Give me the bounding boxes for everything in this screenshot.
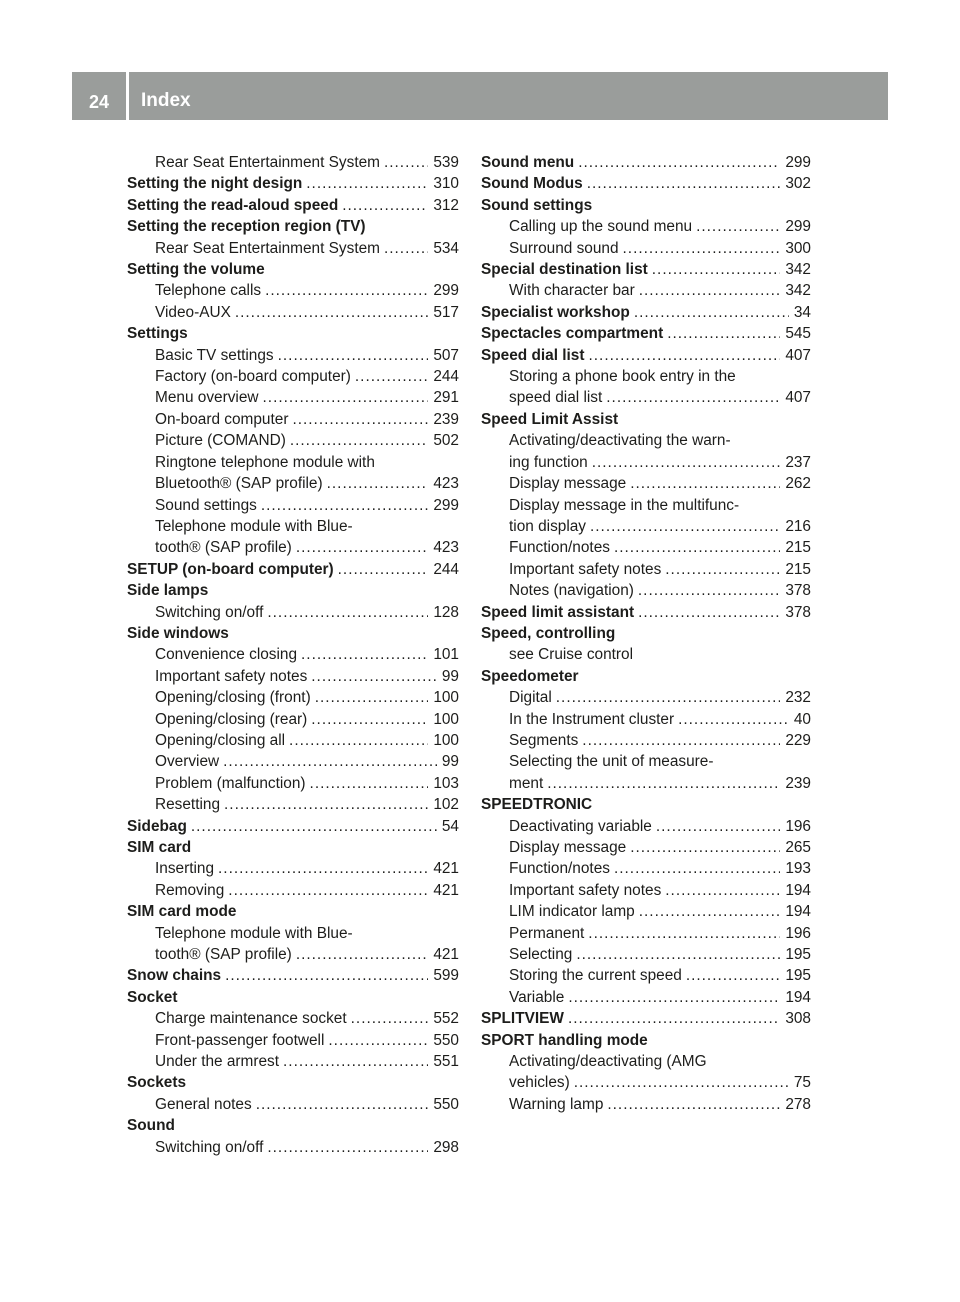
- dot-leader: [355, 366, 428, 387]
- entry-label: Opening/closing (rear): [155, 710, 308, 728]
- index-subentry: [481, 773, 811, 794]
- index-entry: [127, 965, 459, 986]
- page-reference[interactable]: 421: [433, 881, 459, 899]
- index-heading: Settings: [127, 325, 188, 343]
- entry-label: Display message: [509, 839, 627, 856]
- index-subentry: [481, 238, 811, 259]
- entry-label: On-board computer: [155, 410, 289, 428]
- index-subentry: [127, 1030, 459, 1051]
- page-reference[interactable]: 265: [785, 839, 811, 856]
- entry-label: Sound Modus: [481, 175, 583, 193]
- page-reference[interactable]: 342: [785, 261, 811, 279]
- index-subentry: [481, 923, 811, 944]
- dot-leader: [191, 816, 437, 837]
- dot-leader: [665, 559, 780, 580]
- page-reference[interactable]: 215: [785, 539, 811, 557]
- index-subentry: [127, 495, 459, 516]
- entry-label: Speed dial list: [481, 346, 585, 364]
- page-reference[interactable]: 502: [433, 432, 459, 450]
- page-reference[interactable]: 342: [785, 282, 811, 300]
- entry-label: Warning lamp: [509, 1095, 604, 1113]
- dot-leader: [228, 880, 428, 901]
- index-subentry-text: Telephone module with Blue-: [155, 924, 353, 942]
- index-subentry: [127, 709, 459, 730]
- page-header: [72, 72, 888, 120]
- page-reference[interactable]: 599: [433, 967, 459, 985]
- entry-label: Telephone calls: [155, 282, 262, 300]
- index-subentry: [481, 280, 811, 301]
- entry-label: In the Instrument cluster: [509, 710, 675, 728]
- index-subentry: [127, 345, 459, 366]
- page-reference[interactable]: 100: [433, 689, 459, 707]
- index-entry: [481, 302, 811, 323]
- dot-leader: [225, 965, 428, 986]
- index-entry: [127, 559, 459, 580]
- page-reference[interactable]: 278: [785, 1095, 811, 1113]
- page-reference[interactable]: 232: [785, 689, 811, 707]
- dot-leader: [578, 152, 780, 173]
- dot-leader: [338, 559, 429, 580]
- dot-leader: [290, 430, 428, 451]
- entry-label: Spectacles compartment: [481, 325, 664, 343]
- dot-leader: [296, 537, 429, 558]
- index-subentry: [127, 602, 459, 623]
- dot-leader: [686, 965, 780, 986]
- dot-leader: [639, 280, 781, 301]
- index-subentry-text: Display message in the multifunc-: [509, 496, 740, 514]
- index-subentry: [481, 1072, 811, 1093]
- index-subentry: [127, 366, 459, 387]
- dot-leader: [587, 173, 781, 194]
- page-reference[interactable]: 194: [785, 988, 811, 1006]
- dot-leader: [384, 152, 428, 173]
- index-subentry: [127, 730, 459, 751]
- entry-label: Function/notes: [509, 860, 610, 878]
- dot-leader: [267, 602, 428, 623]
- page-reference[interactable]: 40: [793, 710, 811, 728]
- page-reference[interactable]: 517: [433, 303, 459, 321]
- entry-label: Opening/closing (front): [155, 689, 311, 707]
- entry-label: Basic TV settings: [155, 346, 274, 364]
- index-subentry: [127, 773, 459, 794]
- index-subentry: [481, 944, 811, 965]
- entry-label: Picture (COMAND): [155, 432, 286, 450]
- dot-leader: [311, 666, 437, 687]
- page-reference[interactable]: 103: [433, 774, 459, 792]
- entry-label: General notes: [155, 1095, 252, 1113]
- dot-leader: [623, 238, 781, 259]
- entry-label: Surround sound: [509, 239, 619, 257]
- page-reference[interactable]: 310: [433, 175, 459, 193]
- index-subentry-text: see Cruise control: [509, 646, 634, 664]
- page-reference[interactable]: 378: [785, 603, 811, 621]
- page-reference[interactable]: 378: [785, 582, 811, 600]
- index-entry: [481, 345, 811, 366]
- dot-leader: [607, 1094, 780, 1115]
- page-reference[interactable]: 299: [433, 496, 459, 514]
- entry-label: Selecting: [509, 946, 573, 964]
- entry-label: SPLITVIEW: [481, 1010, 564, 1028]
- dot-leader: [696, 216, 780, 237]
- index-column-right: [481, 152, 811, 1115]
- page-reference[interactable]: 34: [793, 303, 811, 321]
- index-subentry: [481, 709, 811, 730]
- page-reference[interactable]: 54: [441, 817, 459, 835]
- page-reference[interactable]: 75: [793, 1074, 811, 1092]
- index-heading: SIM card: [127, 839, 192, 856]
- page-reference[interactable]: 216: [785, 517, 811, 535]
- entry-label: ing function: [509, 453, 588, 471]
- dot-leader: [235, 302, 428, 323]
- dot-leader: [568, 1008, 780, 1029]
- entry-label: speed dial list: [509, 389, 603, 407]
- index-entry: [481, 152, 811, 173]
- index-subentry-text: Activating/deactivating (AMG: [509, 1053, 707, 1071]
- dot-leader: [589, 345, 781, 366]
- entry-label: Variable: [509, 988, 565, 1006]
- dot-leader: [665, 880, 780, 901]
- entry-label: Switching on/off: [155, 1138, 264, 1156]
- index-subentry: [481, 216, 811, 237]
- index-entry: [127, 816, 459, 837]
- page-reference[interactable]: 299: [785, 218, 811, 236]
- page-reference[interactable]: 99: [441, 753, 459, 771]
- page-reference[interactable]: 298: [433, 1138, 459, 1156]
- index-subentry: [127, 944, 459, 965]
- index-heading: Setting the volume: [127, 261, 265, 279]
- page-reference[interactable]: 215: [785, 560, 811, 578]
- dot-leader: [301, 644, 428, 665]
- entry-label: Front-passenger footwell: [155, 1031, 325, 1049]
- entry-label: Display message: [509, 475, 627, 493]
- dot-leader: [310, 773, 429, 794]
- entry-label: Sound settings: [155, 496, 257, 514]
- page-reference[interactable]: 550: [433, 1095, 459, 1113]
- entry-label: Switching on/off: [155, 603, 264, 621]
- index-entry: [481, 602, 811, 623]
- entry-label: tooth® (SAP profile): [155, 539, 292, 557]
- page-reference[interactable]: 423: [433, 539, 459, 557]
- index-subentry: [127, 387, 459, 408]
- index-subentry: [127, 409, 459, 430]
- page-reference[interactable]: 244: [433, 560, 459, 578]
- dot-leader: [576, 944, 780, 965]
- page-reference[interactable]: 100: [433, 710, 459, 728]
- entry-label: Segments: [509, 731, 579, 749]
- dot-leader: [638, 602, 780, 623]
- page-reference[interactable]: 551: [433, 1053, 459, 1071]
- index-subentry-text: Ringtone telephone module with: [155, 453, 375, 471]
- index-subentry-text: Activating/deactivating the warn-: [509, 432, 731, 450]
- dot-leader: [652, 259, 781, 280]
- dot-leader: [263, 387, 429, 408]
- entry-label: Important safety notes: [155, 667, 308, 685]
- page-reference[interactable]: 196: [785, 817, 811, 835]
- index-subentry: [481, 387, 811, 408]
- entry-label: Removing: [155, 881, 225, 899]
- dot-leader: [306, 173, 428, 194]
- entry-label: vehicles): [509, 1074, 570, 1092]
- entry-label: Permanent: [509, 924, 585, 942]
- dot-leader: [582, 730, 780, 751]
- entry-label: Function/notes: [509, 539, 610, 557]
- dot-leader: [547, 773, 780, 794]
- dot-leader: [328, 1030, 428, 1051]
- index-subentry: [481, 687, 811, 708]
- dot-leader: [311, 709, 428, 730]
- index-subentry: [481, 559, 811, 580]
- page-reference[interactable]: 128: [433, 603, 459, 621]
- index-subentry: [127, 880, 459, 901]
- index-heading: Side lamps: [127, 582, 209, 600]
- index-heading: SPEEDTRONIC: [481, 796, 593, 814]
- index-column-left: [127, 152, 459, 1158]
- dot-leader: [384, 238, 428, 259]
- index-subentry: [127, 152, 459, 173]
- page-reference[interactable]: 308: [785, 1010, 811, 1028]
- dot-leader: [638, 580, 780, 601]
- page-number: 24: [88, 92, 110, 112]
- page-reference[interactable]: 299: [785, 154, 811, 171]
- index-heading: Speed, controlling: [481, 624, 616, 642]
- entry-label: Important safety notes: [509, 881, 662, 899]
- index-subentry: [481, 473, 811, 494]
- dot-leader: [289, 730, 428, 751]
- index-subentry: [127, 1008, 459, 1029]
- dot-leader: [630, 837, 780, 858]
- index-entry: [481, 259, 811, 280]
- index-subentry: [481, 580, 811, 601]
- page-reference[interactable]: 407: [785, 346, 811, 364]
- entry-label: Menu overview: [155, 389, 259, 407]
- index-subentry: [127, 238, 459, 259]
- entry-label: Under the armrest: [155, 1053, 280, 1071]
- index-heading: Setting the reception region (TV): [127, 218, 366, 236]
- entry-label: Opening/closing all: [155, 731, 286, 749]
- entry-label: Sound menu: [481, 154, 575, 171]
- index-heading: SPORT handling mode: [481, 1031, 648, 1049]
- entry-label: Calling up the sound menu: [509, 218, 693, 236]
- index-subentry: [481, 858, 811, 879]
- entry-label: Setting the read-aloud speed: [127, 196, 339, 214]
- entry-label: Video-AUX: [155, 303, 231, 321]
- index-subentry: [481, 816, 811, 837]
- dot-leader: [261, 495, 428, 516]
- dot-leader: [292, 409, 428, 430]
- index-subentry: [481, 987, 811, 1008]
- entry-label: Deactivating variable: [509, 817, 652, 835]
- entry-label: Digital: [509, 689, 552, 707]
- index-heading: Sound settings: [481, 196, 593, 214]
- page-reference[interactable]: 196: [785, 924, 811, 942]
- page-reference[interactable]: 423: [433, 475, 459, 493]
- index-subentry: [127, 302, 459, 323]
- index-heading: Sound: [127, 1117, 175, 1135]
- entry-label: With character bar: [509, 282, 635, 300]
- page-reference[interactable]: 229: [785, 731, 811, 749]
- page-reference[interactable]: 195: [785, 967, 811, 985]
- index-subentry: [481, 730, 811, 751]
- page-reference[interactable]: 244: [433, 368, 459, 386]
- dot-leader: [283, 1051, 428, 1072]
- index-subentry: [127, 794, 459, 815]
- index-heading: Socket: [127, 988, 178, 1006]
- dot-leader: [278, 345, 429, 366]
- index-subentry: [127, 473, 459, 494]
- entry-label: Charge maintenance socket: [155, 1010, 347, 1028]
- page-reference[interactable]: 193: [785, 860, 811, 878]
- entry-label: tion display: [509, 517, 586, 535]
- dot-leader: [351, 1008, 429, 1029]
- index-subentry: [481, 901, 811, 922]
- index-subentry-text: Telephone module with Blue-: [155, 517, 353, 535]
- page-reference[interactable]: 195: [785, 946, 811, 964]
- page-reference[interactable]: 550: [433, 1031, 459, 1049]
- index-subentry: [127, 1094, 459, 1115]
- page-reference[interactable]: 100: [433, 731, 459, 749]
- dot-leader: [667, 323, 780, 344]
- dot-leader: [296, 944, 429, 965]
- page-reference[interactable]: 239: [433, 410, 459, 428]
- index-subentry: [481, 1094, 811, 1115]
- entry-label: LIM indicator lamp: [509, 903, 635, 921]
- index-subentry: [127, 751, 459, 772]
- page-reference[interactable]: 194: [785, 881, 811, 899]
- entry-label: Problem (malfunction): [155, 774, 306, 792]
- index-entry: [481, 173, 811, 194]
- dot-leader: [678, 709, 789, 730]
- index-subentry: [127, 687, 459, 708]
- page-reference[interactable]: 101: [433, 646, 459, 664]
- dot-leader: [639, 901, 781, 922]
- dot-leader: [218, 858, 428, 879]
- entry-label: tooth® (SAP profile): [155, 946, 292, 964]
- dot-leader: [265, 280, 428, 301]
- entry-label: Inserting: [155, 860, 215, 878]
- dot-leader: [614, 537, 780, 558]
- entry-label: Important safety notes: [509, 560, 662, 578]
- page-reference[interactable]: 99: [441, 667, 459, 685]
- index-subentry-text: Selecting the unit of measure-: [509, 753, 714, 771]
- index-subentry: [127, 1137, 459, 1158]
- entry-label: Bluetooth® (SAP profile): [155, 475, 323, 493]
- header-divider: [126, 72, 129, 120]
- index-subentry: [127, 1051, 459, 1072]
- page-reference[interactable]: 407: [785, 389, 811, 407]
- index-subentry: [127, 644, 459, 665]
- page-reference[interactable]: 507: [433, 346, 459, 364]
- page-reference[interactable]: 237: [785, 453, 811, 471]
- dot-leader: [574, 1072, 789, 1093]
- page-reference[interactable]: 545: [785, 325, 811, 343]
- page-reference[interactable]: 262: [785, 475, 811, 493]
- entry-label: Sidebag: [127, 817, 187, 835]
- dot-leader: [656, 816, 780, 837]
- index-heading: SIM card mode: [127, 903, 237, 921]
- dot-leader: [614, 858, 780, 879]
- entry-label: Specialist workshop: [481, 303, 630, 321]
- page-reference[interactable]: 302: [785, 175, 811, 193]
- index-heading: Speed Limit Assist: [481, 410, 619, 428]
- entry-label: Factory (on-board computer): [155, 368, 351, 386]
- index-heading: Side windows: [127, 624, 229, 642]
- index-subentry: [481, 965, 811, 986]
- index-heading: Speedometer: [481, 667, 579, 685]
- index-subentry: [481, 452, 811, 473]
- dot-leader: [588, 923, 780, 944]
- dot-leader: [634, 302, 789, 323]
- dot-leader: [592, 452, 781, 473]
- dot-leader: [342, 195, 428, 216]
- entry-label: Storing the current speed: [509, 967, 682, 985]
- index-subentry: [127, 430, 459, 451]
- dot-leader: [568, 987, 780, 1008]
- dot-leader: [590, 516, 780, 537]
- index-subentry: [481, 880, 811, 901]
- index-entry: [481, 1008, 811, 1029]
- page-reference[interactable]: 421: [433, 946, 459, 964]
- dot-leader: [256, 1094, 429, 1115]
- index-subentry: [481, 537, 811, 558]
- page-reference[interactable]: 534: [433, 239, 459, 257]
- page-reference[interactable]: 102: [433, 796, 459, 814]
- entry-label: Setting the night design: [127, 175, 303, 193]
- index-entry: [481, 323, 811, 344]
- dot-leader: [327, 473, 429, 494]
- index-entry: [127, 173, 459, 194]
- entry-label: Overview: [155, 753, 220, 771]
- index-entry: [127, 195, 459, 216]
- index-subentry: [481, 837, 811, 858]
- index-subentry: [127, 280, 459, 301]
- entry-label: Rear Seat Entertainment System: [155, 154, 380, 171]
- entry-label: Rear Seat Entertainment System: [155, 239, 380, 257]
- page-reference[interactable]: 291: [433, 389, 459, 407]
- dot-leader: [315, 687, 429, 708]
- dot-leader: [630, 473, 780, 494]
- page-reference[interactable]: 239: [785, 774, 811, 792]
- dot-leader: [556, 687, 781, 708]
- entry-label: Speed limit assistant: [481, 603, 635, 621]
- dot-leader: [267, 1137, 428, 1158]
- dot-leader: [223, 751, 437, 772]
- entry-label: Snow chains: [127, 967, 222, 985]
- page-reference[interactable]: 312: [433, 196, 459, 214]
- section-title: Index: [141, 90, 191, 111]
- entry-label: Special destination list: [481, 261, 648, 279]
- entry-label: SETUP (on-board computer): [127, 560, 334, 578]
- page-reference[interactable]: 552: [433, 1010, 459, 1028]
- dot-leader: [606, 387, 780, 408]
- page-reference[interactable]: 421: [433, 860, 459, 878]
- page-reference[interactable]: 539: [433, 154, 459, 171]
- entry-label: ment: [509, 774, 544, 792]
- index-heading: Sockets: [127, 1074, 187, 1092]
- index-subentry: [127, 858, 459, 879]
- page-reference[interactable]: 299: [433, 282, 459, 300]
- dot-leader: [224, 794, 428, 815]
- index-subentry: [127, 666, 459, 687]
- index-subentry-text: Storing a phone book entry in the: [509, 368, 736, 386]
- entry-label: Convenience closing: [155, 646, 298, 664]
- index-subentry: [127, 537, 459, 558]
- entry-label: Notes (navigation): [509, 582, 634, 600]
- entry-label: Resetting: [155, 796, 221, 814]
- index-subentry: [481, 516, 811, 537]
- page-reference[interactable]: 194: [785, 903, 811, 921]
- page-reference[interactable]: 300: [785, 239, 811, 257]
